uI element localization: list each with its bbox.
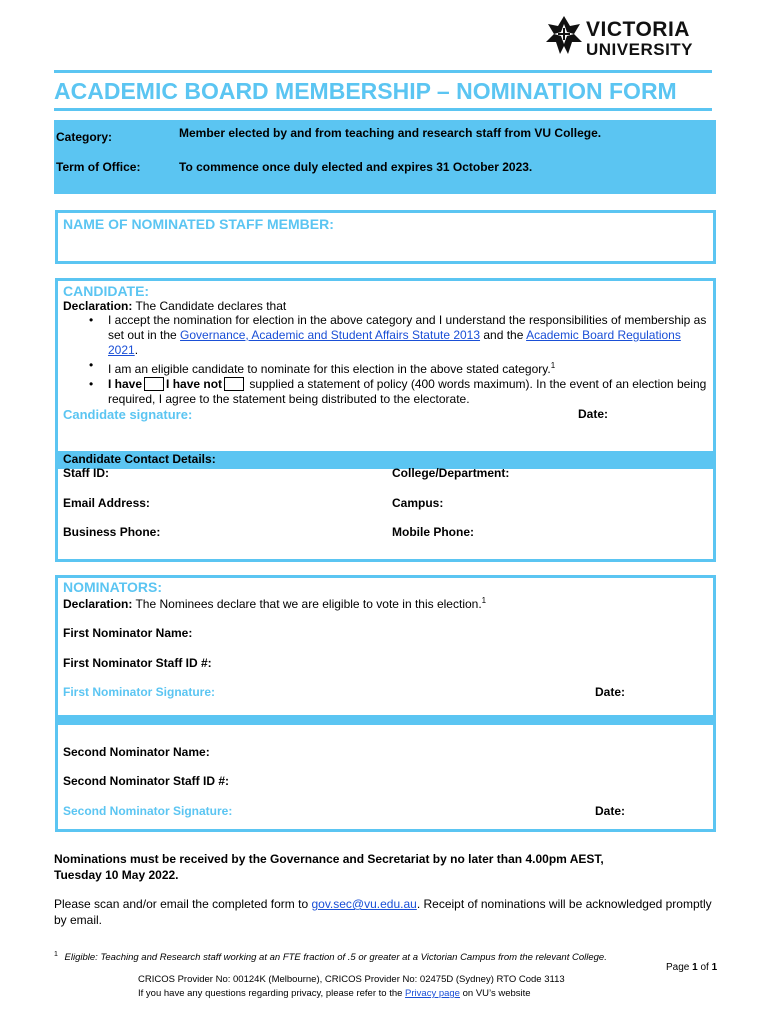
gov-sec-email-link[interactable]: gov.sec@vu.edu.au	[311, 897, 417, 911]
privacy-page-link[interactable]: Privacy page	[405, 988, 460, 999]
page-number: Page 1 of 1	[666, 962, 718, 973]
form-title: ACADEMIC BOARD MEMBERSHIP – NOMINATION FORM	[54, 78, 677, 104]
statute-link[interactable]: Governance, Academic and Student Affairs Statute 2013	[180, 328, 481, 342]
campus-label[interactable]: Campus:	[392, 496, 444, 510]
email-label[interactable]: Email Address:	[63, 496, 150, 510]
deadline-notice: Nominations must be received by the Governance and Secretariat by no later than 4.00pm AEST, Tuesday 10 May 2022.	[54, 852, 604, 882]
title-top-rule	[54, 70, 712, 73]
candidate-date-label[interactable]: Date:	[578, 407, 609, 421]
second-nominator-date-label[interactable]: Date:	[595, 804, 626, 818]
second-nominator-signature-label[interactable]: Second Nominator Signature:	[63, 804, 233, 818]
eligibility-footnote: $^1$ Eligible: Teaching and Research staff working at an FTE fraction of .5 or greater at a Victorian Campus from the relevant College.	[54, 951, 607, 964]
second-nominator-id-label[interactable]: Second Nominator Staff ID #:	[63, 774, 230, 788]
nominators-divider	[58, 715, 713, 725]
candidate-decl-text: The Candidate declares that	[132, 299, 287, 313]
contact-heading: Candidate Contact Details:	[63, 452, 216, 466]
candidate-declaration	[63, 299, 713, 407]
candidate-bullet-3: • I have I have not supplied a statement of policy (400 words maximum). In the event of an election being required, I agree to the statement being distributed to the electorate.	[63, 377, 713, 407]
nominators-box	[55, 575, 716, 832]
staff-id-label[interactable]: Staff ID:	[63, 466, 109, 480]
category-label: Category:	[56, 130, 113, 144]
submit-instructions: Please scan and/or email the completed form to gov.sec@vu.edu.au. Receipt of nominations will be acknowledged promptly by email.	[54, 897, 712, 927]
nominators-title: NOMINATORS:	[63, 579, 163, 595]
contact-box	[55, 452, 716, 562]
first-nominator-date-label[interactable]: Date:	[595, 685, 626, 699]
logo-line-1: VICTORIA	[586, 18, 690, 41]
second-nominator-name-label[interactable]: Second Nominator Name:	[63, 745, 210, 759]
i-have-checkbox[interactable]	[144, 377, 164, 391]
title-bottom-rule	[54, 108, 712, 111]
term-value: To commence once duly elected and expires 31 October 2023.	[179, 160, 533, 174]
candidate-bullet-1: • I accept the nomination for election in the above category and I understand the responsibilities of membership as set out in the Governance, Academic and Student Affairs Statute 2013 and the Academic Board Regulations 2021.	[63, 313, 713, 358]
candidate-box	[55, 278, 716, 454]
candidate-decl-label: Declaration:	[63, 299, 133, 313]
college-label[interactable]: College/Department:	[392, 466, 510, 480]
nominee-box[interactable]	[55, 210, 716, 264]
cricos-footer: CRICOS Provider No: 00124K (Melbourne), CRICOS Provider No: 02475D (Sydney) RTO Code 3113 If you have any questions regarding privacy, please refer to the Privacy page on VU’s website	[138, 974, 565, 999]
candidate-signature-label[interactable]: Candidate signature:	[63, 407, 193, 422]
vu-emblem-icon	[544, 14, 584, 60]
first-nominator-id-label[interactable]: First Nominator Staff ID #:	[63, 656, 212, 670]
logo-line-2: UNIVERSITY	[586, 40, 694, 59]
mobile-phone-label[interactable]: Mobile Phone:	[392, 525, 474, 539]
nominee-title: NAME OF NOMINATED STAFF MEMBER:	[63, 216, 334, 232]
victoria-university-logo	[540, 10, 710, 70]
category-value: Member elected by and from teaching and research staff from VU College.	[179, 126, 602, 140]
first-nominator-signature-label[interactable]: First Nominator Signature:	[63, 685, 216, 699]
i-have-not-checkbox[interactable]	[224, 377, 244, 391]
candidate-bullet-2: • I am an eligible candidate to nominate for this election in the above stated category.$^1$	[63, 358, 713, 377]
candidate-title: CANDIDATE:	[63, 283, 150, 299]
category-band	[54, 120, 716, 194]
nominators-declaration: Declaration: The Nominees declare that we are eligible to vote in this election.$^1$	[63, 596, 487, 611]
regulations-link[interactable]: Academic Board Regulations 2021	[108, 328, 681, 357]
term-label: Term of Office:	[56, 160, 141, 174]
first-nominator-name-label[interactable]: First Nominator Name:	[63, 626, 193, 640]
business-phone-label[interactable]: Business Phone:	[63, 525, 161, 539]
